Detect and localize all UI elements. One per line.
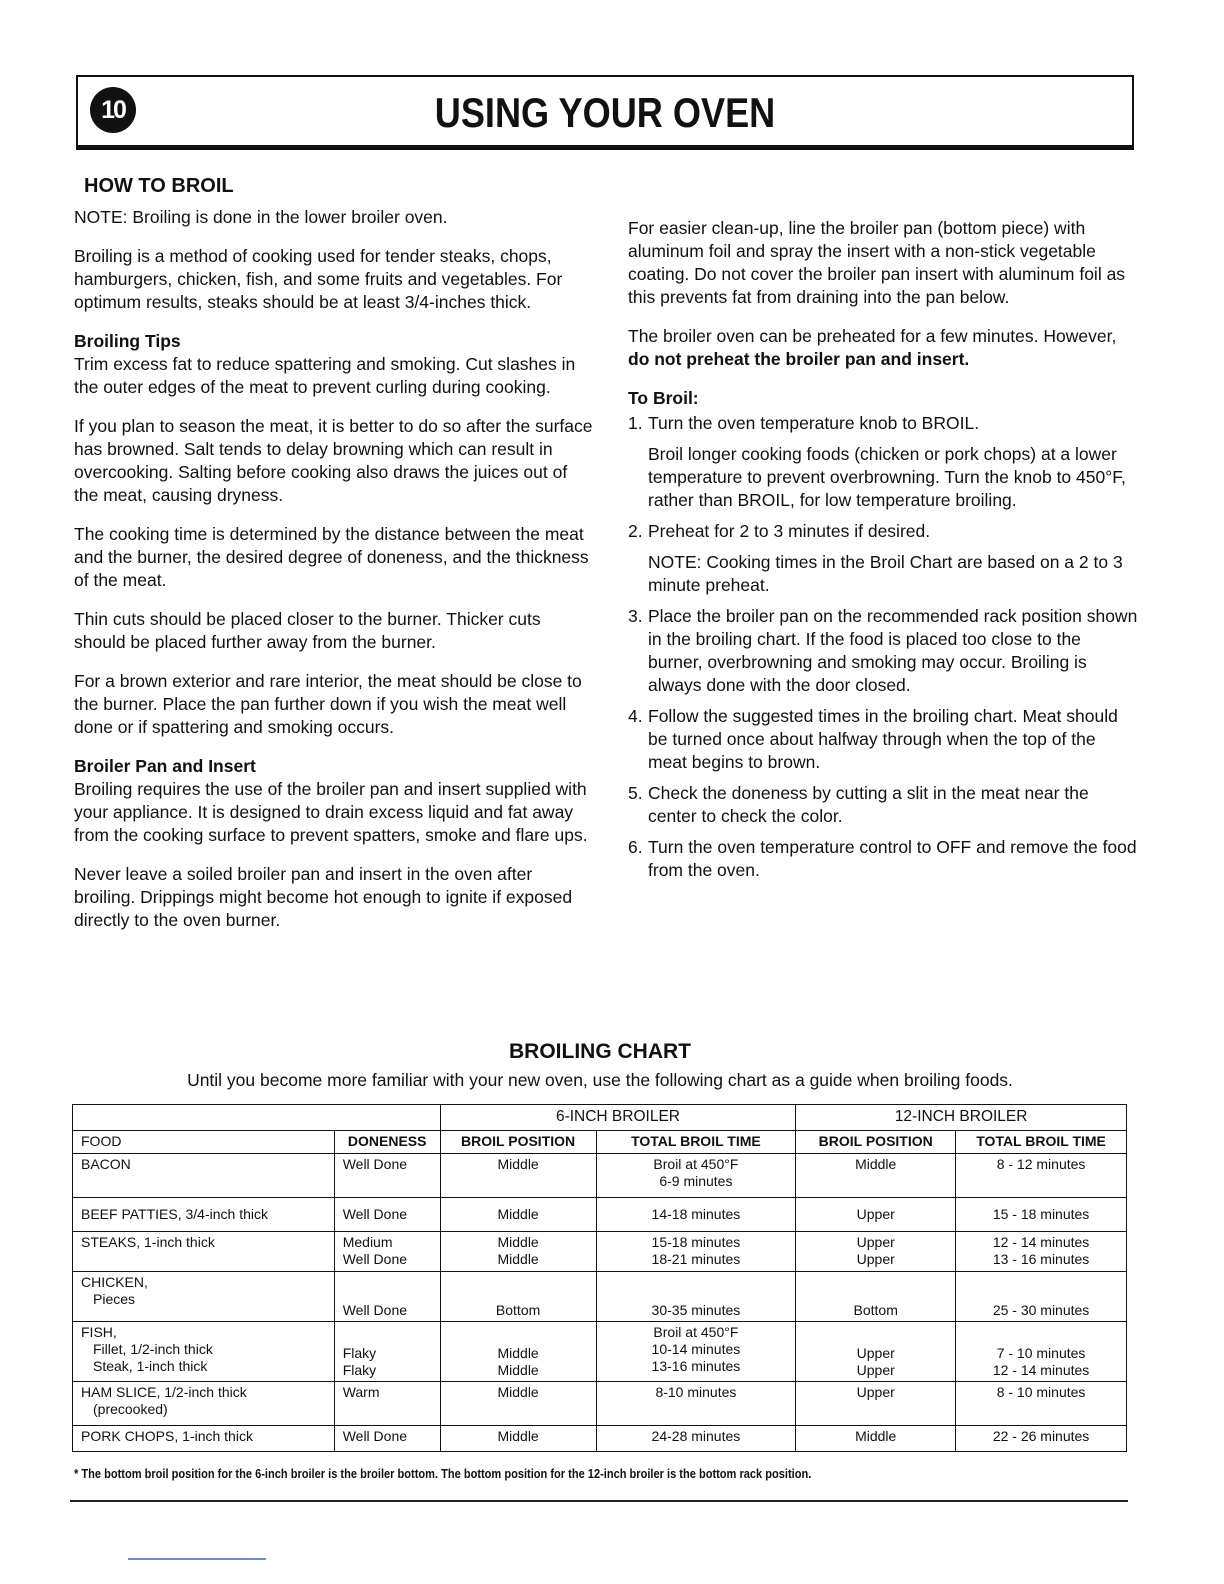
cell-doneness: Well Done [334, 1154, 440, 1198]
preheat-paragraph [628, 325, 1138, 371]
page-title: USING YOUR OVEN [434, 89, 776, 136]
food-line: CHICKEN, [81, 1274, 148, 1290]
cell-time: 24-28 minutes [596, 1426, 796, 1452]
cell-position: Middle [796, 1154, 956, 1198]
pan-paragraph: Never leave a soiled broiler pan and insert in the oven after broiling. Drippings might become hot enough to ignite if exposed directly to the oven burner. [74, 864, 573, 930]
cell-doneness: Well Done [334, 1272, 440, 1322]
step-number: 4. [628, 706, 643, 726]
cell-food: BACON [73, 1154, 335, 1198]
cell-food [73, 1322, 335, 1382]
group-6-inch: 6-INCH BROILER [440, 1105, 796, 1131]
cell-time [956, 1232, 1127, 1272]
food-line: FISH, [81, 1324, 117, 1340]
time-line: Broil at 450°F [653, 1324, 739, 1340]
section-heading: HOW TO BROIL [84, 175, 234, 197]
position-line: Middle [497, 1234, 539, 1250]
col-time-12: TOTAL BROIL TIME [956, 1131, 1127, 1154]
tip-paragraph: Trim excess fat to reduce spattering and smoking. Cut slashes in the outer edges of the meat to prevent curling during cooking. [74, 354, 576, 397]
cell-doneness [334, 1322, 440, 1382]
step-number: 2. [628, 521, 643, 541]
step-text: Follow the suggested times in the broiling chart. Meat should be turned once about halfway through when the top of the meat begins to brown. [648, 706, 1118, 772]
cell-position [796, 1322, 956, 1382]
cell-position: Middle [440, 1382, 596, 1426]
step-item [628, 782, 1138, 828]
time-line: 12 - 14 minutes [992, 1362, 1090, 1378]
cell-time: 8 - 10 minutes [956, 1382, 1127, 1426]
pan-paragraph: Broiling requires the use of the broiler pan and insert supplied with your appliance. It is designed to drain excess liquid and fat away from the cooking surface to prevent spatters, smoke and flare ups. [74, 779, 588, 845]
col-position-12: BROIL POSITION [796, 1131, 956, 1154]
doneness-line: Well Done [342, 1251, 408, 1267]
right-column [628, 217, 1138, 890]
food-subline: Fillet, 1/2-inch thick [93, 1341, 213, 1357]
cell-doneness: Well Done [334, 1198, 440, 1232]
col-position-6: BROIL POSITION [440, 1131, 596, 1154]
position-line: Upper [856, 1362, 895, 1378]
table-row [73, 1382, 1127, 1426]
step-text: Turn the oven temperature knob to BROIL. [648, 413, 980, 433]
cell-time: 22 - 26 minutes [956, 1426, 1127, 1452]
group-12-inch: 12-INCH BROILER [796, 1105, 1127, 1131]
chart-footnote: * The bottom broil position for the 6-inch broiler is the broiler bottom. The bottom position for the 12-inch broiler is the bottom rack position. [74, 1466, 812, 1481]
table-row [73, 1154, 1127, 1198]
step-text: Place the broiler pan on the recommended rack position shown in the broiling chart. If the food is placed too close to the burner, overbrowning and smoking may occur. Broiling is always done with the door closed. [648, 606, 1138, 695]
preheat-warning: do not preheat the broiler pan and insert. [628, 349, 970, 369]
preheat-text: The broiler oven can be preheated for a few minutes. However, [628, 326, 1117, 346]
cell-time: 15 - 18 minutes [956, 1198, 1127, 1232]
chart-title: BROILING CHART [509, 1040, 691, 1063]
col-time-6: TOTAL BROIL TIME [596, 1131, 796, 1154]
cell-time: 14-18 minutes [596, 1198, 796, 1232]
table-row [73, 1426, 1127, 1452]
tips-heading: Broiling Tips [74, 331, 181, 351]
position-line: Middle [497, 1251, 539, 1267]
position-line: Upper [856, 1234, 895, 1250]
table-group-header [73, 1105, 1127, 1131]
cell-time: 8 - 12 minutes [956, 1154, 1127, 1198]
col-doneness: DONENESS [334, 1131, 440, 1154]
cell-position [440, 1232, 596, 1272]
time-line: 7 - 10 minutes [996, 1345, 1086, 1361]
cell-time [596, 1322, 796, 1382]
chapter-number-badge: 10 [90, 87, 136, 133]
cell-position: Bottom [440, 1272, 596, 1322]
cell-time: 8-10 minutes [596, 1382, 796, 1426]
step-subtext: Broil longer cooking foods (chicken or pork chops) at a lower temperature to prevent overbrowning. Turn the knob to 450°F, rather than BROIL, for low temperature broiling. [648, 444, 1126, 510]
step-text: Turn the oven temperature control to OFF and remove the food from the oven. [648, 837, 1137, 880]
step-text: Preheat for 2 to 3 minutes if desired. [648, 521, 931, 541]
cell-food: BEEF PATTIES, 3/4-inch thick [73, 1198, 335, 1232]
step-number: 3. [628, 606, 643, 626]
cell-food [73, 1272, 335, 1322]
cell-position: Bottom [796, 1272, 956, 1322]
position-line: Upper [856, 1251, 895, 1267]
food-subline: Pieces [93, 1291, 136, 1307]
time-line: 6-9 minutes [659, 1173, 733, 1189]
tip-paragraph: Thin cuts should be placed closer to the burner. Thicker cuts should be placed further away from the burner. [74, 609, 541, 652]
time-line: Broil at 450°F [653, 1156, 739, 1172]
food-subline: Steak, 1-inch thick [93, 1358, 208, 1374]
cell-position: Middle [440, 1198, 596, 1232]
broil-steps [628, 412, 1138, 882]
chart-intro: Until you become more familiar with your new oven, use the following chart as a guide when broiling foods. [187, 1070, 1013, 1090]
cell-position: Middle [440, 1426, 596, 1452]
step-number: 6. [628, 837, 643, 857]
step-item [628, 605, 1138, 697]
time-line: 13 - 16 minutes [992, 1251, 1090, 1267]
time-line: 15-18 minutes [651, 1234, 741, 1250]
step-text: Check the doneness by cutting a slit in the meat near the center to check the color. [648, 783, 1089, 826]
bottom-divider [70, 1500, 1128, 1502]
cell-doneness [334, 1232, 440, 1272]
tip-paragraph: For a brown exterior and rare interior, the meat should be close to the burner. Place the pan further down if you wish the meat well done or if spattering and smoking occurs. [74, 671, 582, 737]
tip-paragraph: If you plan to season the meat, it is better to do so after the surface has browned. Salt tends to delay browning which can result in overcooking. Salting before cooking also draws the juices out of the meat, causing dryness. [74, 416, 593, 505]
pan-heading: Broiler Pan and Insert [74, 756, 256, 776]
doneness-line: Flaky [342, 1362, 377, 1378]
cell-food: STEAKS, 1-inch thick [73, 1232, 335, 1272]
cell-food [73, 1382, 335, 1426]
table-row [73, 1322, 1127, 1382]
cell-doneness: Well Done [334, 1426, 440, 1452]
doneness-line: Flaky [342, 1345, 377, 1361]
step-number: 1. [628, 413, 643, 433]
step-item [628, 520, 1138, 597]
table-column-header [73, 1131, 1127, 1154]
left-column [74, 175, 594, 948]
cell-position [796, 1232, 956, 1272]
broiling-intro: Broiling is a method of cooking used for tender steaks, chops, hamburgers, chicken, fish, and some fruits and vegetables. For optimum results, steaks should be at least 3/4-inches thick. [74, 246, 563, 312]
time-line: 12 - 14 minutes [992, 1234, 1090, 1250]
step-number: 5. [628, 783, 643, 803]
page-header [76, 75, 1134, 147]
cell-position: Middle [440, 1154, 596, 1198]
position-line: Upper [856, 1345, 895, 1361]
step-item [628, 705, 1138, 774]
cleanup-paragraph: For easier clean-up, line the broiler pan (bottom piece) with aluminum foil and spray the insert with a non-stick vegetable coating. Do not cover the broiler pan insert with aluminum foil as this prevents fat from draining into the pan below. [628, 218, 1126, 307]
cell-time: 30-35 minutes [596, 1272, 796, 1322]
empty-header-cell [73, 1105, 441, 1131]
cell-position [440, 1322, 596, 1382]
food-subline: (precooked) [93, 1401, 168, 1417]
time-line: 10-14 minutes [651, 1341, 741, 1357]
table-row [73, 1198, 1127, 1232]
table-row [73, 1232, 1127, 1272]
step-item [628, 412, 1138, 512]
col-food: FOOD [73, 1131, 335, 1154]
cell-time: 25 - 30 minutes [956, 1272, 1127, 1322]
cell-time [596, 1232, 796, 1272]
position-line: Middle [497, 1345, 539, 1361]
cell-time [956, 1322, 1127, 1382]
cell-time [596, 1154, 796, 1198]
time-line: 13-16 minutes [651, 1358, 741, 1374]
doneness-line: Medium [342, 1234, 393, 1250]
to-broil-heading: To Broil: [628, 388, 699, 408]
cell-position: Upper [796, 1382, 956, 1426]
cell-position: Middle [796, 1426, 956, 1452]
broiling-chart-table [72, 1104, 1127, 1452]
table-row [73, 1272, 1127, 1322]
cell-doneness: Warm [334, 1382, 440, 1426]
step-subtext: NOTE: Cooking times in the Broil Chart are based on a 2 to 3 minute preheat. [648, 552, 1123, 595]
cell-food: PORK CHOPS, 1-inch thick [73, 1426, 335, 1452]
position-line: Middle [497, 1362, 539, 1378]
tip-paragraph: The cooking time is determined by the distance between the meat and the burner, the desired degree of doneness, and the thickness of the meat. [74, 524, 589, 590]
cell-position: Upper [796, 1198, 956, 1232]
broiler-note: NOTE: Broiling is done in the lower broiler oven. [74, 207, 448, 227]
step-item [628, 836, 1138, 882]
time-line: 18-21 minutes [651, 1251, 741, 1267]
blue-underline [128, 1558, 266, 1560]
food-line: HAM SLICE, 1/2-inch thick [81, 1384, 247, 1400]
